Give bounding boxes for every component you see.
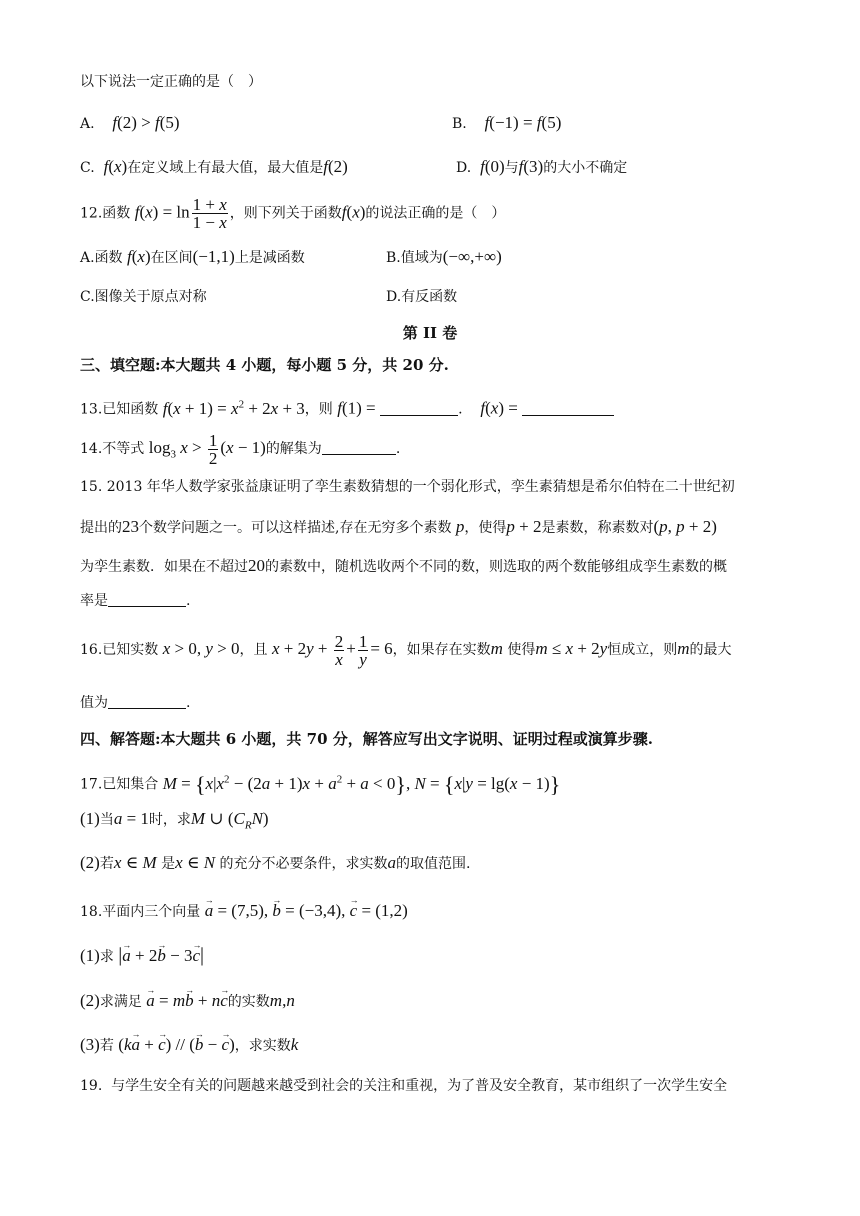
punctuation: . [395,441,401,457]
question-text: 是素数，称素数对 [541,520,654,536]
option-text: 的大小不确定 [543,160,628,176]
option-text: 图像关于原点对称 [94,289,207,305]
part-label: (2) [80,853,100,872]
question-text: 的取值范围. [396,856,471,872]
q19-line1 [80,1075,727,1097]
question-text: 已知函数 [102,401,159,418]
answer-blank[interactable] [522,401,614,416]
q14: 14.不等式 $\log_3 x$ > $\frac{1}{2}$ (x − 1)的解集为 . [80,430,401,468]
question-text: 为孪生素数．如果在不超过 [80,559,248,575]
intro-text: 以下说法一定正确的是（ ） [80,74,262,90]
q12-option-b: B.值域为(−∞,+∞) [386,247,502,266]
question-text: ，如果存在实数 [392,642,491,658]
number: 20 [248,556,265,575]
fraction: $\frac{2}{x}$ [334,631,344,669]
option-label: A. [80,250,95,266]
q16-line1: 16.已知实数 x > 0, y > 0，且 x + 2y + $\frac{2}{x}$ + $\frac{1}{y}$ = 6，如果存在实数m 使得m ≤ x + 2y恒成立，则m的最大 [80,631,732,669]
q15-line3 [80,555,727,578]
fraction: $\frac{1 + x}{1 - x}$ [192,195,227,232]
q15-line1 [80,476,735,498]
option-text: 与 [504,160,519,176]
part-title: 第 II 卷 [402,324,458,342]
fraction: $\frac{1}{y}$ [358,631,368,669]
q12-stem: 12.函数 f(x) = ln $\frac{1 + x}{1 - x}$ ，则下列关于函数f(x)的说法正确的是（ ） [80,195,506,232]
question-text: 提出的 [80,520,122,536]
question-text: 的充分不必要条件，求实数 [219,856,388,872]
option-text: 在定义域上有最大值，最大值是 [127,160,324,176]
q17-stem: 17.已知集合 $M = \{x|x^2 - (2a + 1)x + a^2 + a < 0\}$, N = {x|y = lg(x − 1)} [80,771,561,797]
question-text: 的解集为 [265,441,322,457]
q11-option-b [452,112,561,135]
question-number: 12. [80,205,103,222]
question-text: 个数学问题之一。可以这样描述,存在无穷多个素数 [139,520,452,536]
question-text: 与学生安全有关的问题越来越受到社会的关注和重视，为了普及安全教育，某市组织了一次学生安全 [111,1078,728,1094]
punctuation: . [186,593,191,609]
question-text: 已知集合 [102,776,159,793]
question-text: 的说法正确的是（ ） [365,205,506,222]
question-text: ，且 [239,642,268,658]
q18-part2: (2)求满足 → a = m→ b + n→ c的实数m,n [80,990,295,1013]
punctuation: . [458,401,463,418]
question-text: 若 [99,1038,114,1054]
question-number: 17. [80,776,103,793]
question-text: ，求实数 [234,1038,291,1054]
q15-line2: 提出的23个数学问题之一。可以这样描述,存在无穷多个素数 p，使得p + 2是素数，称素数对(p, p + 2) [80,517,717,536]
question-text: 若 [99,856,114,872]
q11-option-d: D. f(0)与f(3)的大小不确定 [456,157,628,176]
option-text: 值域为 [400,250,443,266]
option-label: D. [386,289,402,305]
question-text: 平面内三个向量 [102,904,201,920]
question-number: 14. [80,441,103,457]
q11-option-c: C. f(x)在定义域上有最大值，最大值是f(2) [80,157,348,176]
option-text: 函数 [94,250,123,266]
q12-option-a: A.函数 f(x)在区间(−1,1)上是减函数 [80,247,305,266]
q11-option-a-math: f(2) > f(5) [112,113,180,132]
option-label: D. [456,160,472,176]
q18-part3: (3)若 (k→ a + → c) // (→ b − → c)，求实数k [80,1034,298,1057]
option-label: C. [80,160,95,176]
question-text: 求 [99,949,114,965]
answer-blank[interactable] [108,694,186,709]
q12-option-d [386,286,457,308]
question-text: ，使得 [464,520,507,536]
question-text: 值为 [80,695,108,711]
option-label: A. [80,116,95,132]
option-text: 上是减函数 [234,250,305,266]
question-text: 的素数中，随机选收两个不同的数，则选取的两个数能够组成孪生素数的概 [265,559,727,575]
option-text: 有反函数 [401,289,458,305]
fraction: $\frac{1}{2}$ [208,430,218,468]
question-text: 时，求 [148,812,191,828]
number: 23 [122,517,139,536]
answer-blank[interactable] [108,592,186,607]
question-text: ，则下列关于函数 [229,205,342,222]
question-text: 的实数 [227,994,270,1010]
question-text: 已知实数 [102,642,159,658]
punctuation: . [186,695,191,711]
question-text: 函数 [102,205,131,222]
option-text: 在区间 [150,250,193,266]
part-label: (1) [80,946,100,965]
q18-part1: (1)求 |→ a + 2→ b − 3→ c| [80,944,204,968]
question-text: 是 [161,856,176,872]
part-label: (1) [80,809,100,828]
question-number: 15. [80,479,103,495]
section-heading: 三、填空题:本大题共 4 小题，每小题 5 分，共 20 分. [80,356,449,374]
option-label: B. [452,116,467,132]
question-text: 率是 [80,593,108,609]
question-intro [80,71,262,93]
question-text: 的最大 [689,642,732,658]
q13: 13.已知函数 $f(x + 1) = x^2 + 2x + 3$，则 f(1) = . f(x) = [80,393,614,421]
q17-part2: (2)若x ∈ M 是x ∈ N 的充分不必要条件，求实数a的取值范围. [80,853,471,872]
question-text: 当 [99,812,114,828]
question-text: 使得 [507,642,536,658]
question-text: 恒成立，则 [607,642,678,658]
option-label: B. [386,250,401,266]
q11-option-a [80,112,180,135]
q12-option-c [80,286,207,308]
part-label: (2) [80,991,100,1010]
q18-stem: 18.平面内三个向量 → a = (7,5), → b = (−3,4), → c = (1,2) [80,900,408,923]
question-text: 不等式 [102,441,145,457]
question-number: 19. [80,1078,103,1094]
answer-blank[interactable] [380,401,458,416]
part-label: (3) [80,1035,100,1054]
option-label: C. [80,289,95,305]
q11-option-b-math: f(−1) = f(5) [484,113,562,132]
q17-part1: (1)当a = 1时，求M ∪ $(C_RN)$ [80,809,269,832]
q16-line2 [80,692,190,714]
section-heading: 四、解答题:本大题共 6 小题，共 70 分，解答应写出文字说明、证明过程或演算步骤. [80,730,653,748]
q15-line4 [80,590,190,612]
question-number: 16. [80,642,103,658]
question-text: ，则 [304,401,333,418]
answer-blank[interactable] [322,440,396,455]
question-text: 2013 年华人数学家张益康证明了孪生素数猜想的一个弱化形式，孪生素猜想是希尔伯特在二十世纪初 [106,479,735,495]
question-number: 13. [80,401,103,418]
question-text: 求满足 [99,994,142,1010]
question-number: 18. [80,904,103,920]
